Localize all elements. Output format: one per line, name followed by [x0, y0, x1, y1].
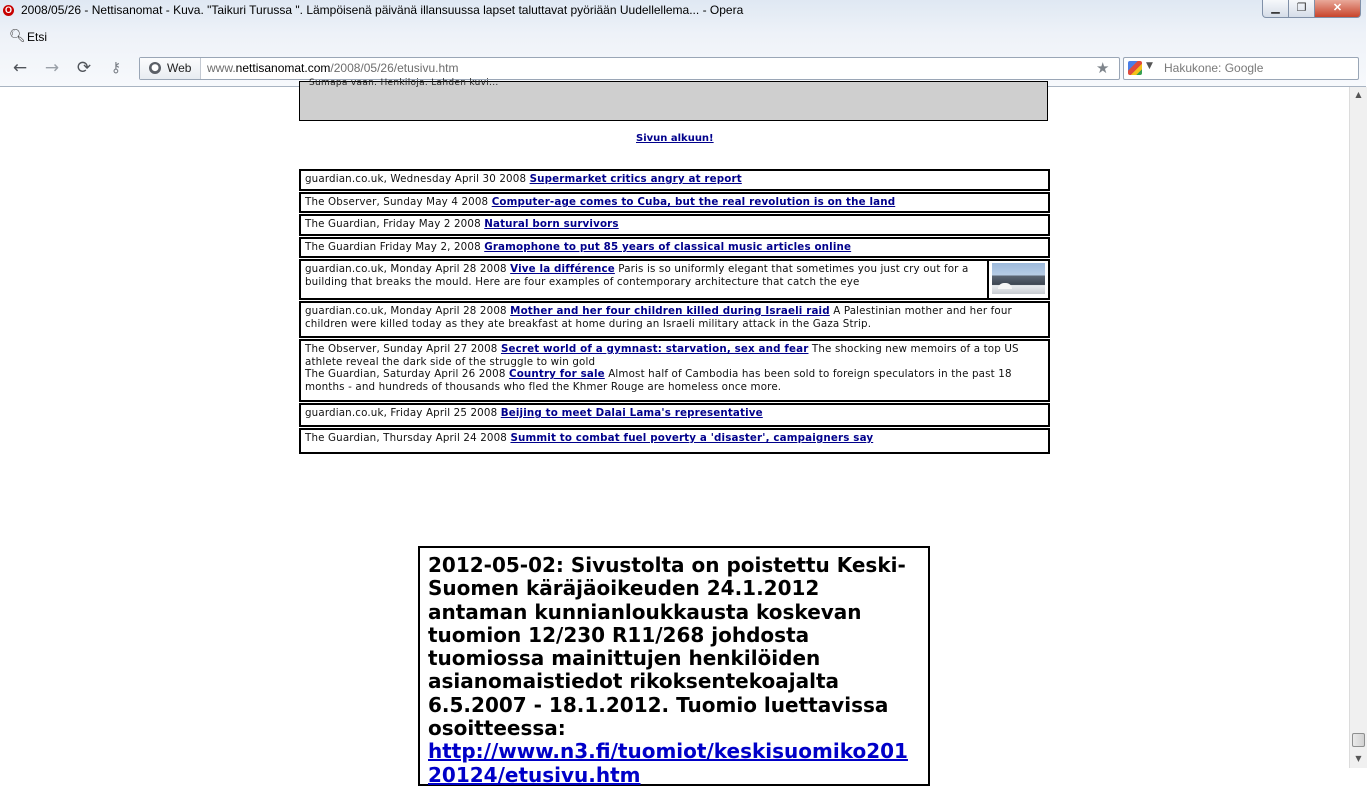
- magnifier-icon: 🔍︎: [9, 29, 26, 44]
- news-link[interactable]: Summit to combat fuel poverty a 'disaster', campaigners say: [510, 432, 874, 444]
- forward-button[interactable]: →: [44, 58, 60, 78]
- scroll-thumb[interactable]: [1352, 733, 1365, 747]
- removal-notice-box: [418, 546, 930, 786]
- news-source: The Guardian, Friday May 2 2008: [305, 218, 485, 230]
- web-badge-label: Web: [167, 61, 192, 75]
- building-thumbnail[interactable]: [992, 263, 1045, 294]
- bookmark-star-icon[interactable]: ★: [1096, 59, 1110, 77]
- news-link[interactable]: Gramophone to put 85 years of classical music articles online: [484, 241, 852, 253]
- news-link[interactable]: Country for sale: [508, 368, 605, 381]
- news-description: Paris is so uniformly elegant that sometimes you just cry out for a building that breaks the mould. Here are four examples of contemporary architecture that catch the eye: [305, 263, 969, 288]
- news-image-cell: [987, 261, 1048, 298]
- search-placeholder: Hakukone: Google: [1164, 61, 1264, 75]
- maximize-button[interactable]: ❐: [1288, 0, 1315, 18]
- news-item: [299, 259, 1050, 300]
- url-path: /2008/05/26/etusivu.htm: [330, 61, 459, 75]
- address-bar[interactable]: [139, 57, 1120, 80]
- news-item: [299, 301, 1050, 338]
- news-source: The Guardian, Thursday April 24 2008: [305, 432, 508, 444]
- news-source: The Guardian Friday May 2, 2008: [305, 241, 485, 253]
- web-security-badge[interactable]: [140, 58, 201, 79]
- news-link[interactable]: Secret world of a gymnast: starvation, sex and fear: [500, 343, 809, 355]
- chevron-down-icon[interactable]: ▼: [1146, 61, 1153, 71]
- news-description: The shocking new memoirs of a top US athlete reveal the dark side of the struggle to win gold: [305, 343, 1019, 368]
- browser-chrome: [0, 0, 1366, 87]
- url-scheme: www.: [207, 61, 236, 75]
- globe-icon: ●: [149, 62, 161, 74]
- notice-body: 2012-05-02: Sivustolta on poistettu Keski-Suomen käräjäoikeuden 24.1.2012 antaman kunnianloukkausta koskevan tuomion 12/230 R11/268 johdosta tuomiossa mainittujen henkilöiden asianomaistiedot rikoksentekoajalta 6.5.2007 - 18.1.2012. Tuomio luettavissa osoitteessa:: [428, 553, 906, 741]
- news-link[interactable]: Mother and her four children killed during Israeli raid: [510, 305, 830, 317]
- title-bar: [0, 0, 1366, 24]
- menu-item-etsi[interactable]: Etsi: [27, 30, 48, 44]
- news-description: Almost half of Cambodia has been sold to foreign speculators in the past 18 months - and hundreds of thousands who fled the Khmer Rouge are homeless once more.: [305, 368, 1012, 393]
- back-to-top-link[interactable]: Sivun alkuun!: [636, 133, 714, 144]
- news-link[interactable]: Natural born survivors: [484, 218, 619, 230]
- gray-box-text: Sumapa vaan. Henkiloja. Lahden kuvi...: [309, 78, 499, 88]
- vertical-scrollbar[interactable]: [1349, 87, 1367, 768]
- gray-info-box: [299, 78, 1048, 121]
- scroll-down-arrow-icon[interactable]: ▼: [1355, 754, 1362, 763]
- opera-logo-icon: O: [4, 5, 12, 15]
- scroll-up-arrow-icon[interactable]: ▲: [1355, 90, 1362, 99]
- window-title: 2008/05/26 - Nettisanomat - Kuva. "Taikuri Turussa ". Lämpöisenä päivänä illansuussa lapset taluttavat pyöriään Uudellellema... - Opera: [21, 3, 744, 17]
- google-icon[interactable]: [1128, 61, 1142, 75]
- removal-notice-text: [428, 554, 920, 787]
- close-button[interactable]: ✕: [1314, 0, 1361, 18]
- page-viewport: [0, 78, 1349, 787]
- news-source: guardian.co.uk, Monday April 28 2008: [305, 263, 507, 275]
- court-ruling-link[interactable]: http://www.n3.fi/tuomiot/keskisuomiko20120124/etusivu.htm: [428, 739, 908, 787]
- news-item: [299, 339, 1050, 402]
- url-host: nettisanomat.com: [235, 61, 331, 75]
- url-field[interactable]: [207, 61, 458, 75]
- news-link[interactable]: Beijing to meet Dalai Lama's representative: [500, 407, 763, 419]
- news-source: The Observer, Sunday April 27 2008: [305, 343, 498, 355]
- news-link[interactable]: Supermarket critics angry at report: [529, 173, 742, 185]
- navigation-toolbar: [0, 54, 1366, 82]
- news-item: [299, 403, 1050, 427]
- news-source: The Observer, Sunday May 4 2008: [305, 196, 489, 208]
- news-link[interactable]: Computer-age comes to Cuba, but the real revolution is on the land: [491, 196, 896, 208]
- news-link[interactable]: Vive la différence: [510, 263, 615, 275]
- back-button[interactable]: ←: [12, 58, 28, 78]
- news-source: guardian.co.uk, Monday April 28 2008: [305, 305, 507, 317]
- news-source: The Guardian, Saturday April 26 2008: [305, 368, 506, 381]
- news-item: [299, 192, 1050, 213]
- search-field[interactable]: [1123, 57, 1359, 80]
- news-source: guardian.co.uk, Friday April 25 2008: [305, 407, 498, 419]
- news-description: A Palestinian mother and her four children were killed today as they ate breakfast at home during an Israeli military attack in the Gaza Strip.: [305, 305, 1012, 330]
- news-source: guardian.co.uk, Wednesday April 30 2008: [305, 173, 527, 185]
- news-item: [299, 237, 1050, 258]
- reload-button[interactable]: ⟳: [76, 58, 92, 78]
- wand-key-button[interactable]: ⚷: [110, 60, 122, 76]
- news-item: [299, 214, 1050, 236]
- news-item: [299, 428, 1050, 454]
- minimize-button[interactable]: ▁: [1262, 0, 1289, 18]
- news-item: [299, 169, 1050, 191]
